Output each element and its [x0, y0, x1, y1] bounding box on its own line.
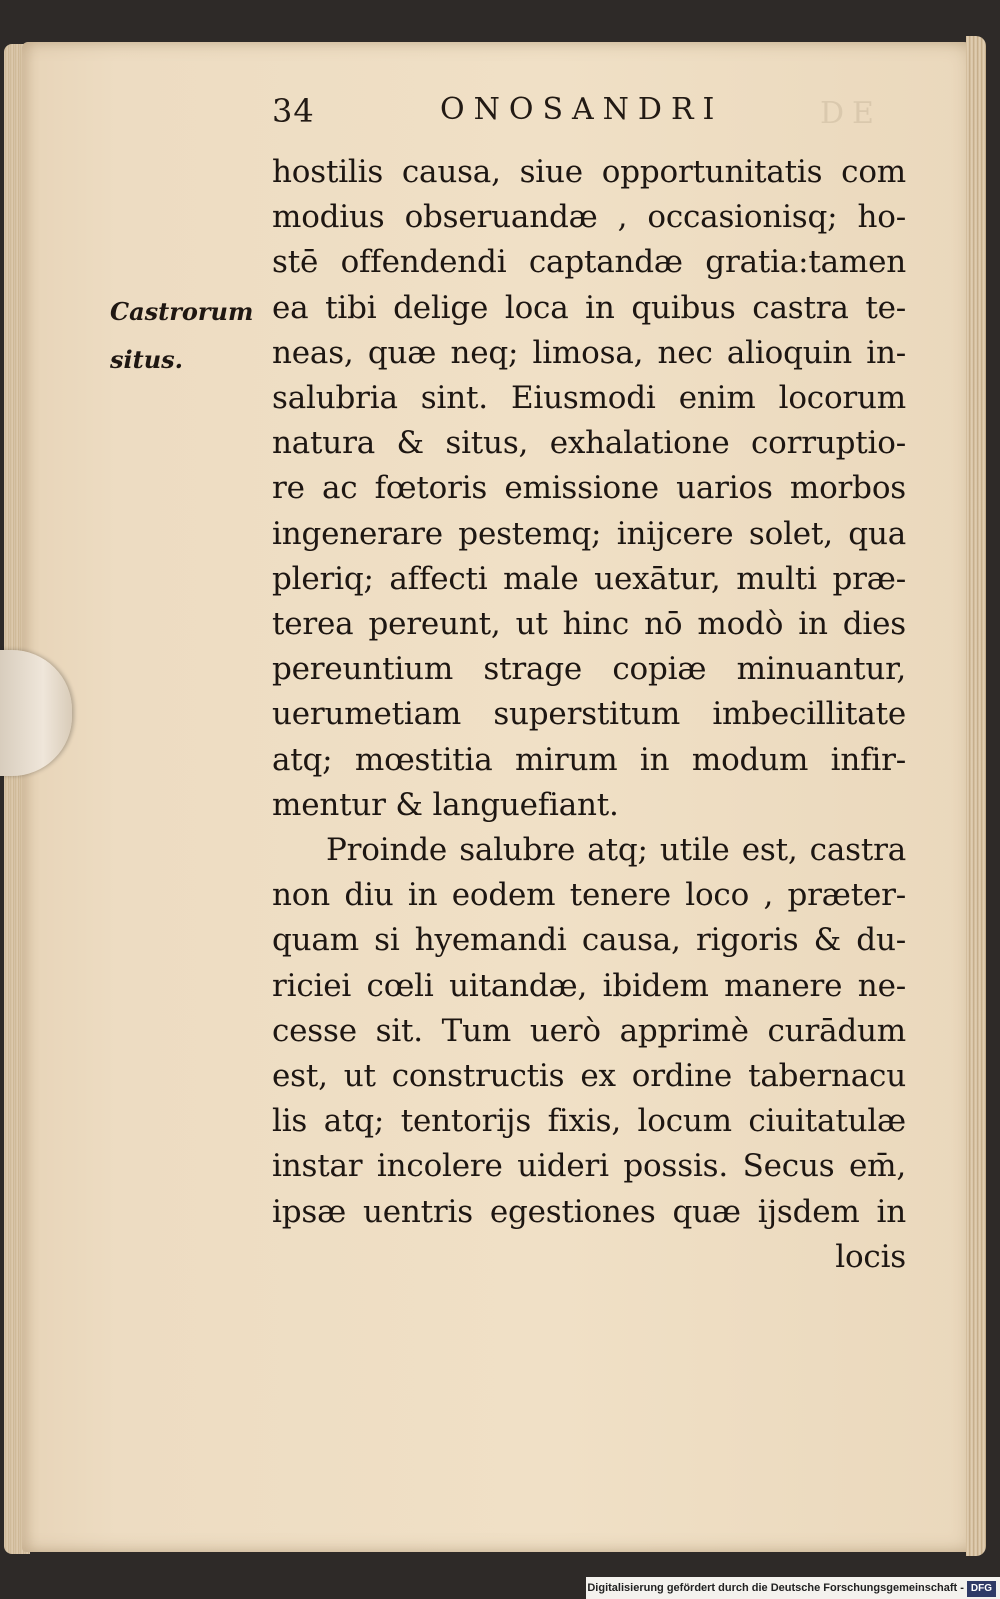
- text-line: ipsæ uentris egestiones quæ ijsdem in: [272, 1193, 906, 1230]
- text-line: quam si hyemandi causa, rigoris & du-: [272, 922, 906, 959]
- text-line: riciei cœli uitandæ, ibidem manere ne-: [272, 967, 906, 1004]
- bleed-through-text: DE: [820, 96, 882, 131]
- credit-text: Digitalisierung gefördert durch die Deutsche Forschungsgemeinschaft: [587, 1582, 958, 1594]
- dfg-logo: DFG: [967, 1581, 996, 1597]
- body-text: [272, 150, 906, 1280]
- marginal-note: [110, 288, 270, 384]
- text-line: terea pereunt, ut hinc nō modò in dies: [272, 606, 906, 643]
- text-line: est, ut constructis ex ordine tabernacu: [272, 1058, 906, 1095]
- text-line: stē offendendi captandæ gratia:tamen: [272, 244, 906, 281]
- text-line: mentur & languefiant.: [272, 786, 619, 823]
- text-line: modius obseruandæ , occasionisq; ho-: [272, 199, 906, 236]
- catchword: locis: [835, 1238, 906, 1275]
- text-line: pleriq; affecti male uexātur, multi præ-: [272, 560, 906, 597]
- page-number: 34: [272, 92, 315, 130]
- text-line: hostilis causa, siue opportunitatis com: [272, 154, 906, 190]
- text-line: re ac fœtoris emissione uarios morbos: [272, 470, 906, 507]
- marginal-note-line: Castrorum: [110, 297, 254, 326]
- text-line: ingenerare pestemq; inijcere solet, qua: [272, 515, 906, 552]
- text-line: natura & situs, exhalatione corruptio-: [272, 425, 906, 462]
- text-line: instar incolere uideri possis. Secus em̄,: [272, 1148, 906, 1185]
- text-line: ea tibi delige loca in quibus castra te-: [272, 289, 906, 326]
- text-line: salubria sint. Eiusmodi enim locorum: [272, 380, 906, 417]
- text-line: neas, quæ neq; limosa, nec alioquin in-: [272, 334, 906, 371]
- running-title: ONOSANDRI: [440, 92, 724, 127]
- text-line: uerumetiam superstitum imbecillitate: [272, 696, 906, 733]
- text-line: pereuntium strage copiæ minuantur,: [272, 651, 906, 688]
- running-header: [272, 92, 792, 136]
- text-line: atq; mœstitia mirum in modum infir-: [272, 741, 906, 778]
- text-line: cesse sit. Tum uerò apprimè curādum: [272, 1012, 906, 1049]
- marginal-note-line: situs.: [110, 345, 184, 374]
- digitization-credit: Digitalisierung gefördert durch die Deutsche Forschungsgemeinschaft - DFG: [586, 1577, 1000, 1599]
- page-stack-right-edge: [966, 36, 986, 1556]
- text-line: non diu in eodem tenere loco , præter-: [272, 877, 906, 914]
- text-line: lis atq; tentorijs fixis, locum ciuitatulæ: [272, 1103, 906, 1140]
- text-line: Proinde salubre atq; utile est, castra: [326, 832, 906, 869]
